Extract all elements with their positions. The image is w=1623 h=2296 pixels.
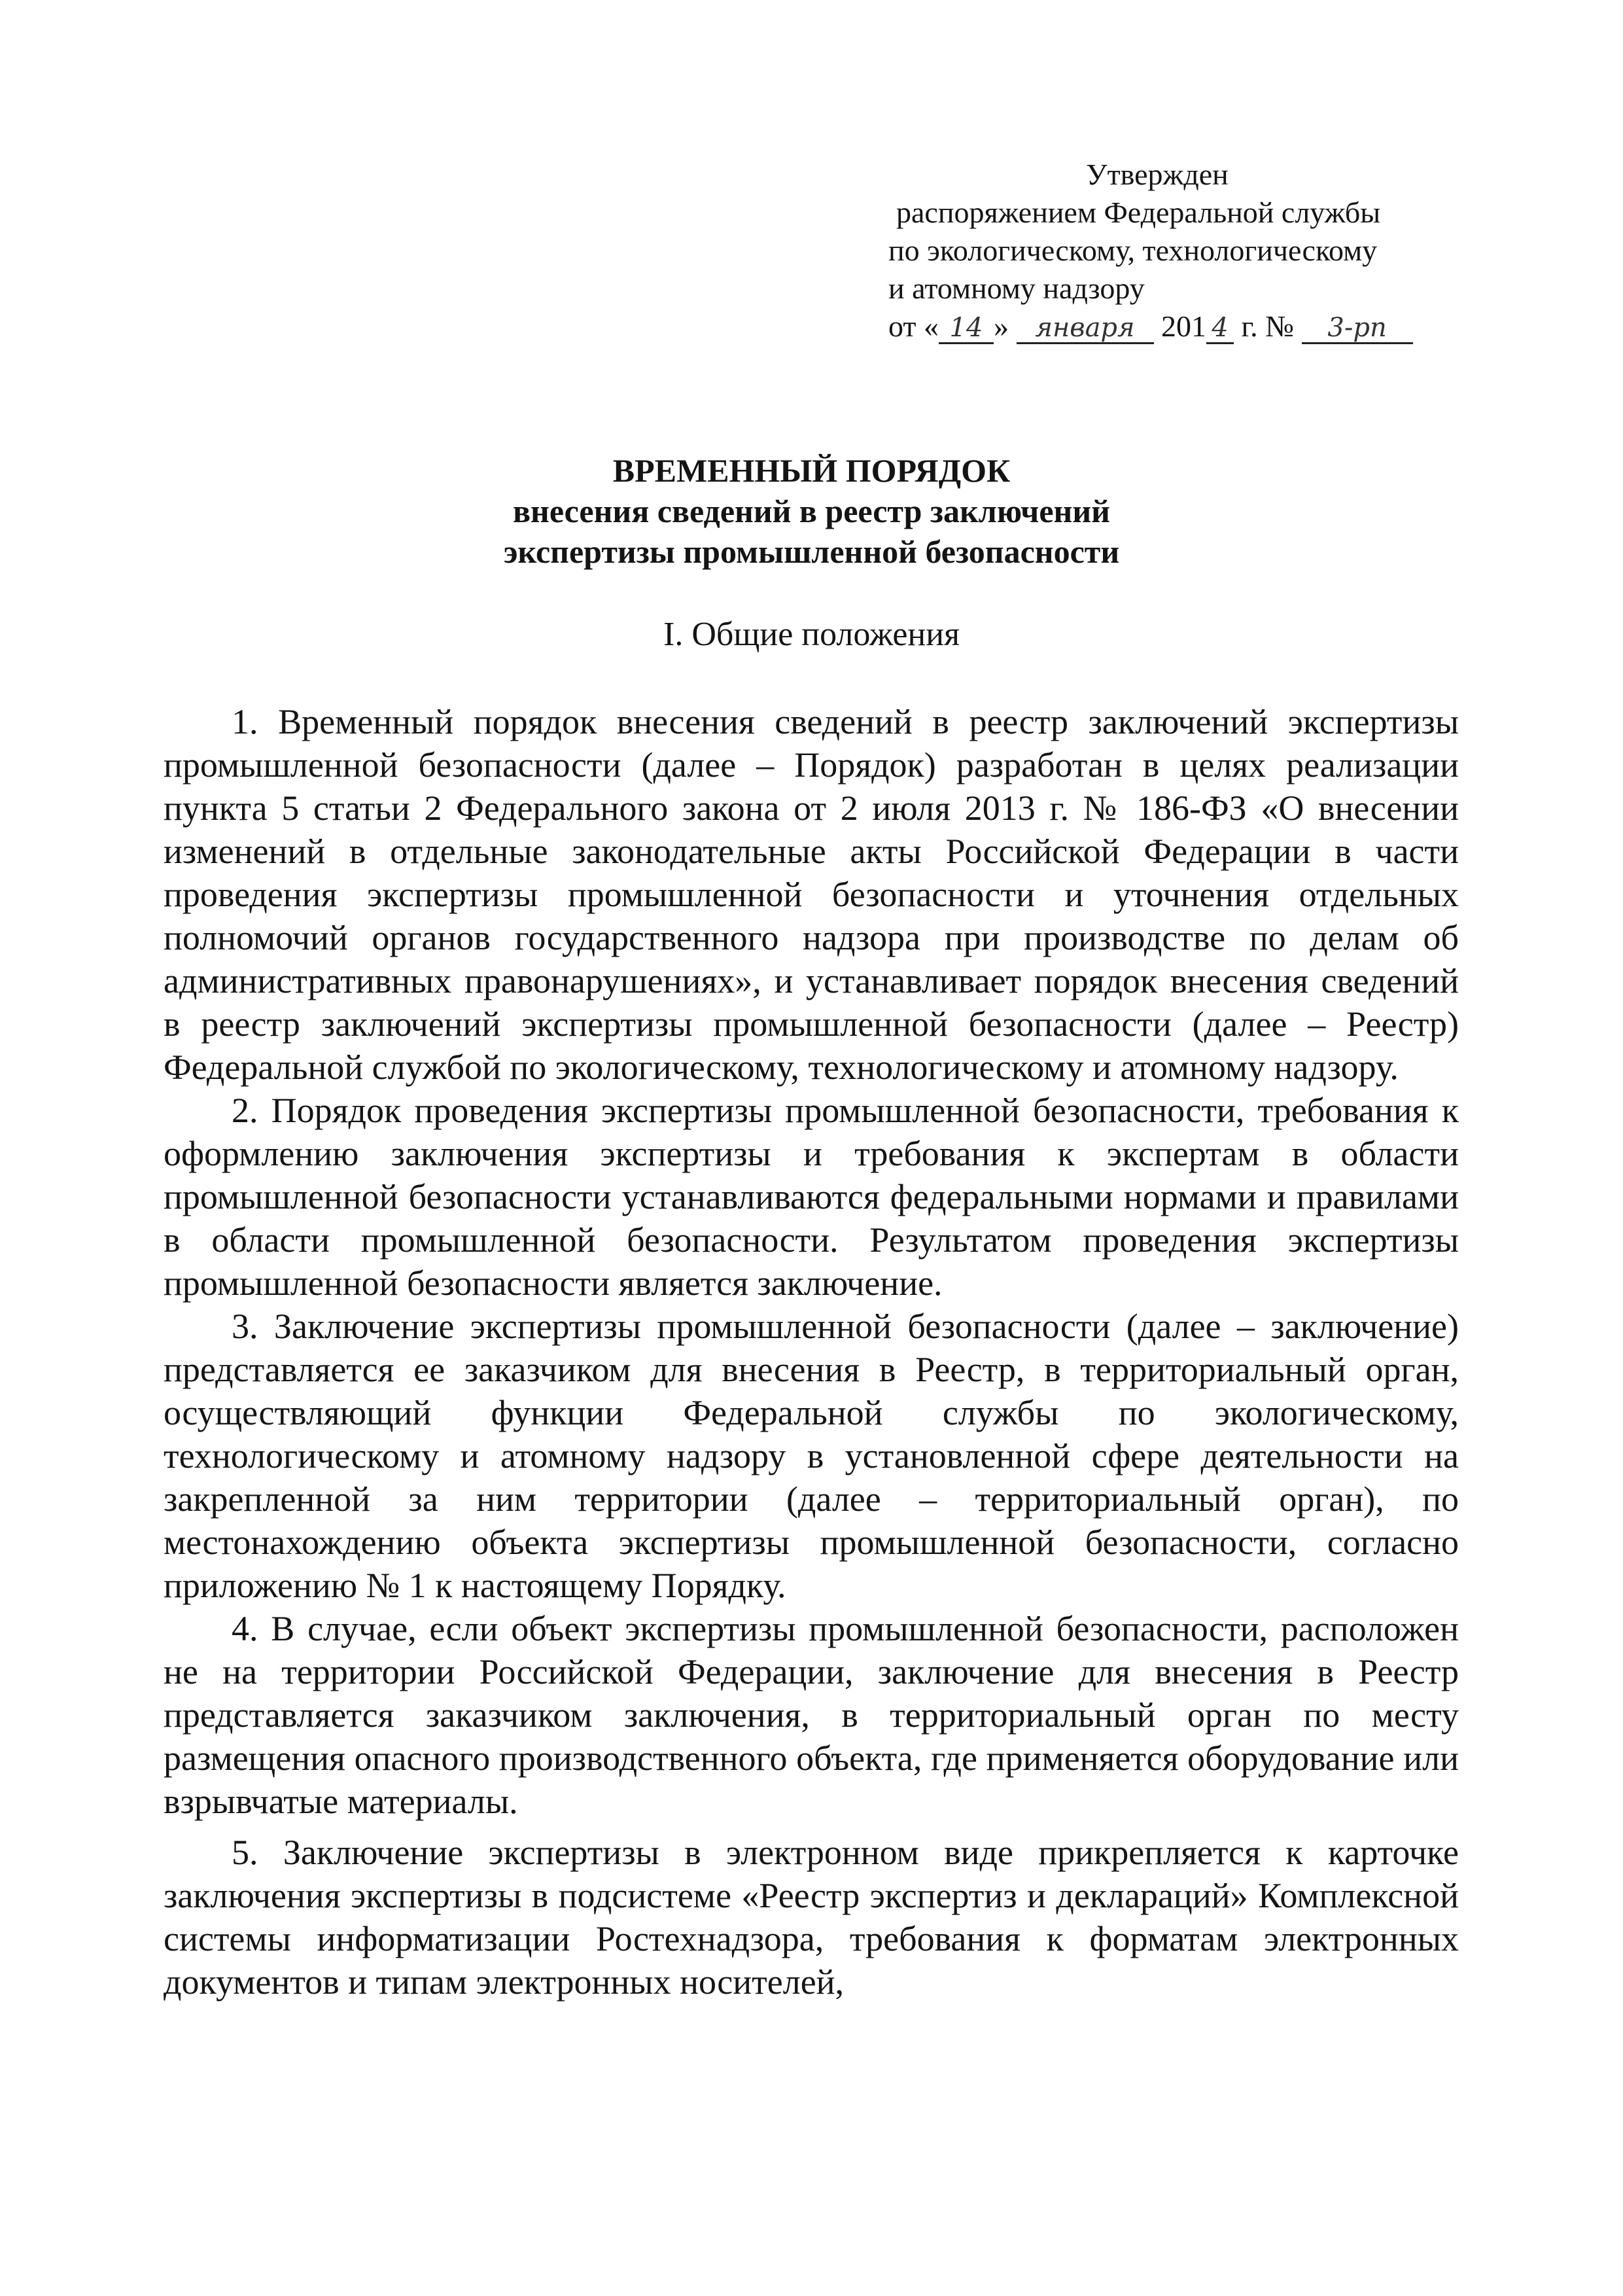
date-mid: » (994, 309, 1009, 343)
title-line-3: экспертизы промышленной безопасности (503, 533, 1120, 570)
year-prefix: 201 (1161, 309, 1206, 343)
paragraph-3: 3. Заключение экспертизы промышленной безопасности (далее – заключение) представляется ее заказчиком для внесения в Реестр, в территориальный орган, осуществляющий функции Федеральной службы по экологическому, технологическому и атомному надзору в установленной сфере деятельности на закрепленной за ним территории (далее – территориальный орган), по местонахождению объекта экспертизы промышленной безопасности, согласно приложению № 1 к настоящему Порядку. (164, 1307, 1459, 1605)
year-suffix: г. № (1234, 309, 1295, 343)
document-title (0, 450, 1623, 572)
section-heading: I. Общие положения (663, 616, 960, 653)
approval-date-line (888, 308, 1485, 345)
approval-line-1: распоряжением Федеральной службы (896, 196, 1381, 229)
approval-line-3: и атомному надзору (888, 272, 1145, 305)
approval-block (888, 156, 1485, 345)
paragraph-2: 2. Порядок проведения экспертизы промышленной безопасности, требования к оформлению заключения экспертизы и требования к экспертам в области промышленной безопасности устанавливаются федеральными нормами и правилами в области промышленной безопасности. Результатом проведения экспертизы промышленной безопасности является заключение. (164, 1091, 1459, 1303)
handwritten-number: 3-рп (1302, 313, 1413, 344)
paragraph-5: 5. Заключение экспертизы в электронном виде прикрепляется к карточке заключения экспертизы в подсистеме «Реестр экспертиз и деклараций» Комплексной системы информатизации Ростехнадзора, требования к форматам электронных документов и типам электронных носителей, (164, 1833, 1459, 2002)
paragraph-1: 1. Временный порядок внесения сведений в реестр заключений экспертизы промышленной безопасности (далее – Порядок) разработан в целях реализации пункта 5 статьи 2 Федерального закона от 2 июля 2013 г. № 186-ФЗ «О внесении изменений в отдельные законодательные акты Российской Федерации в части проведения экспертизы промышленной безопасности и уточнения отдельных полномочий органов государственного надзора при производстве по делам об административных правонарушениях», и устанавливает порядок внесения сведений в реестр заключений экспертизы промышленной безопасности (далее – Реестр) Федеральной службой по экологическому, технологическому и атомному надзору. (164, 702, 1459, 1087)
handwritten-day: 14 (939, 313, 994, 344)
handwritten-year-digit: 4 (1206, 313, 1234, 344)
paragraph-4: 4. В случае, если объект экспертизы промышленной безопасности, расположен не на территории Российской Федерации, заключение для внесения в Реестр представляется заказчиком заключения, в территориальный орган по месту размещения опасного производственного объекта, где применяется оборудование или взрывчатые материалы. (164, 1609, 1459, 1821)
document-body (164, 700, 1459, 2004)
approval-heading: Утвержден (1086, 158, 1229, 191)
date-prefix: от « (888, 309, 939, 343)
title-line-1: ВРЕМЕННЫЙ ПОРЯДОК (612, 452, 1011, 489)
title-line-2: внесения сведений в реестр заключений (513, 493, 1110, 529)
approval-line-2: по экологическому, технологическому (888, 234, 1378, 267)
handwritten-month: января (1017, 313, 1154, 344)
